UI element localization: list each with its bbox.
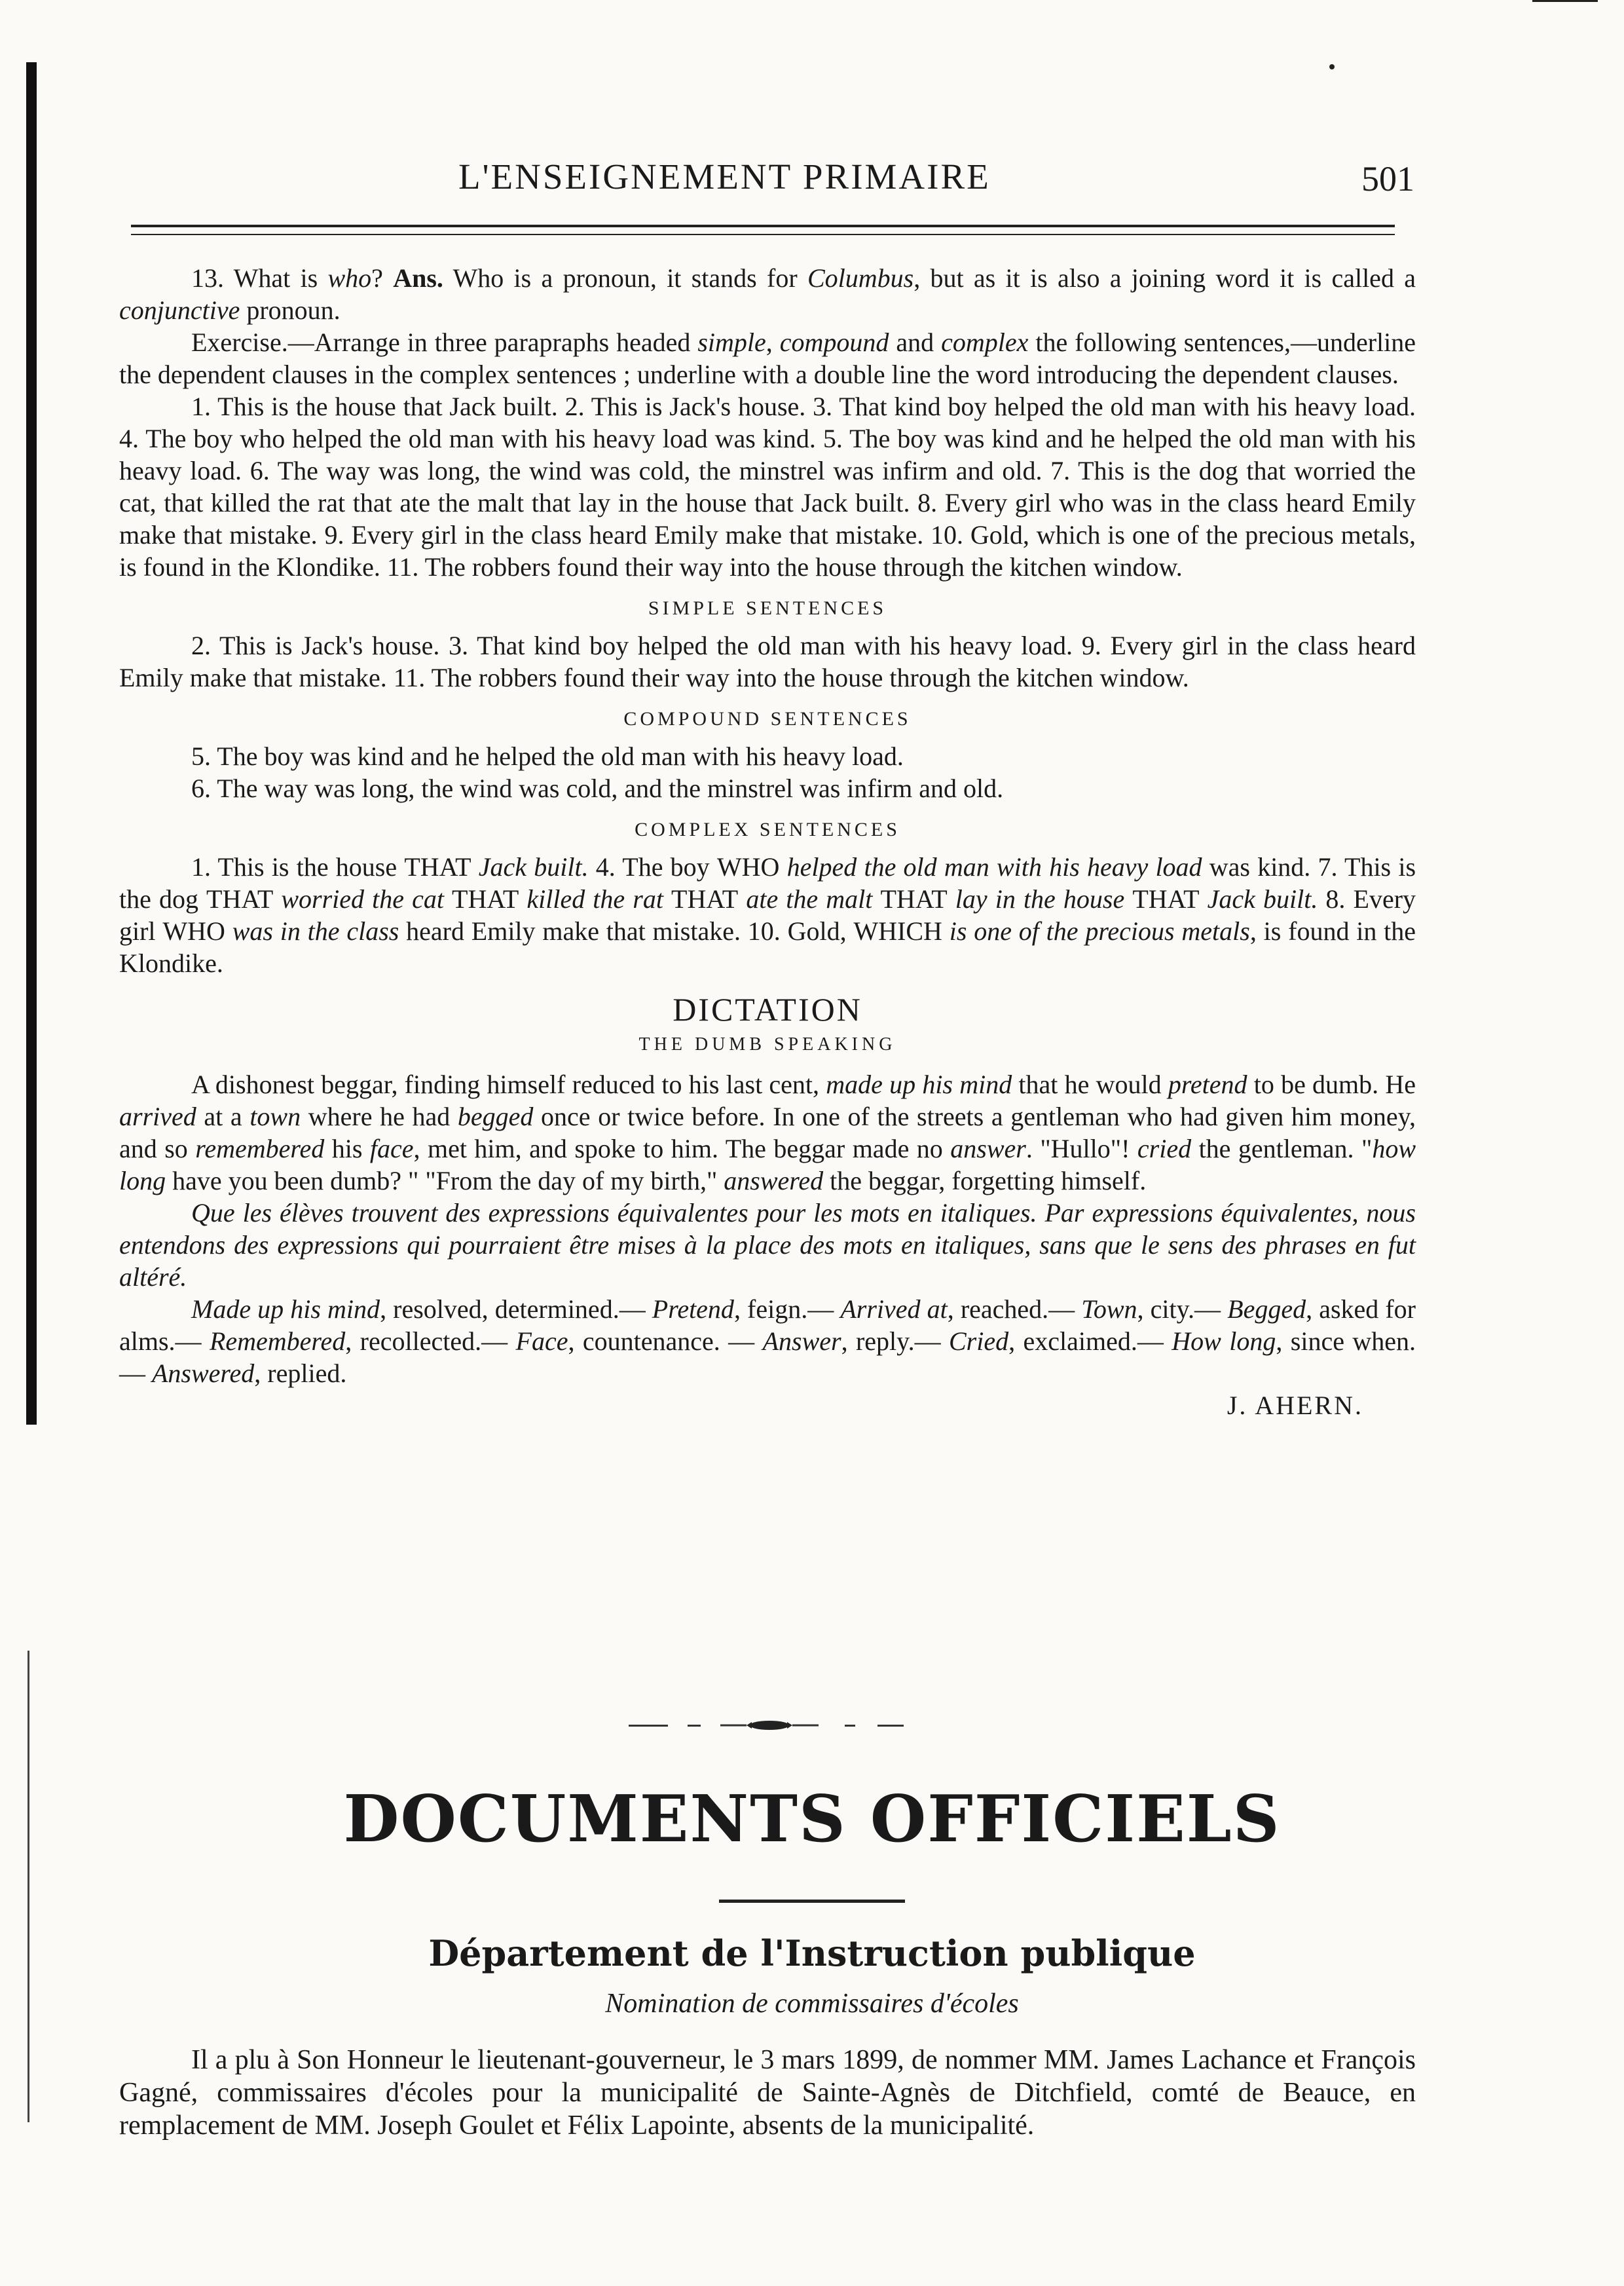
running-head: L'ENSEIGNEMENT PRIMAIRE (458, 157, 991, 197)
complex-sentences: 1. This is the house THAT Jack built. 4. The boy WHO helped the old man with his heavy load was kind. 7. This is the dog THAT worried the cat THAT killed the rat THAT ate the malt THAT lay in the house THAT Jack built. 8. Every girl WHO was in the class heard Emily make that mistake. 10. Gold, WHICH is one of the precious metals, is found in the Klondike. (119, 852, 1416, 978)
page-number: 501 (1361, 159, 1414, 198)
documents-title: DOCUMENTS OFFICIELS (343, 1782, 1281, 1857)
dictation-instructions: Que les élèves trouvent des expressions équivalentes pour les mots en italiques. Par expressions équivalentes, nous entendons des expressions qui pourraient être mises à la place des mots en italiques, sans que le sens des phrases en fut altéré. (119, 1198, 1416, 1292)
complex-sentences-label: COMPLEX SENTENCES (635, 819, 900, 840)
compound-sentence-6: 6. The way was long, the wind was cold, and the minstrel was infirm and old. (191, 774, 1004, 803)
corner-mark (1532, 0, 1598, 2)
title-rule (719, 1900, 905, 1903)
author-signature: J. AHERN. (1227, 1391, 1363, 1420)
binding-edge-lower (28, 1651, 29, 2122)
header-rule-thin (131, 234, 1395, 235)
ink-dot (1329, 64, 1335, 69)
lesson-column (119, 262, 1416, 1421)
nomination-paragraph: Il a plu à Son Honneur le lieutenant-gouverneur, le 3 mars 1899, de nommer MM. James Lachance et François Gagné, commissaires d'écoles pour la municipalité de Sainte-Agnès de Ditchfield, comté de Beauce, en remplacement de MM. Joseph Goulet et Félix Lapointe, absents de la municipalité. (119, 2045, 1416, 2141)
dictation-subtitle: THE DUMB SPEAKING (638, 1034, 896, 1055)
section-ornament (602, 1719, 943, 1732)
dictation-story: A dishonest beggar, finding himself reduced to his last cent, made up his mind that he would pretend to be dumb. He arrived at a town where he had begged once or twice before. In one of the streets a gentleman who had given him money, and so remembered his face, met him, and spoke to him. The beggar made no answer. "Hullo"! cried the gentleman. "how long have you been dumb? " "From the day of my birth," answered the beggar, forgetting himself. (119, 1070, 1416, 1195)
exercise-sentences: 1. This is the house that Jack built. 2. This is Jack's house. 3. That kind boy helped the old man with his heavy load. 4. The boy who helped the old man with his heavy load was kind. 5. The boy was kind and he helped the old man with his heavy load. 6. The way was long, the wind was cold, the minstrel was infirm and old. 7. This is the dog that worried the cat, that killed the rat that ate the malt that lay in the house that Jack built. 8. Every girl who was in the class heard Emily make that mistake. 9. Every girl in the class heard Emily make that mistake. 10. Gold, which is one of the precious metals, is found in the Klondike. 11. The robbers found their way into the house through the kitchen window. (119, 392, 1416, 582)
documents-body (119, 2044, 1416, 2142)
exercise-instructions: Exercise.—Arrange in three parapraphs headed simple, compound and complex the following sentences,—underline the dependent clauses in the complex sentences ; underline with a double line the word introducing the dependent clauses. (119, 328, 1416, 389)
question-13: 13. What is who? Ans. Who is a pronoun, it stands for Columbus, but as it is also a joining word it is called a conjunctive pronoun. (119, 263, 1416, 325)
dictation-title: DICTATION (673, 991, 862, 1028)
compound-sentences-label: COMPOUND SENTENCES (623, 708, 912, 730)
simple-sentences: 2. This is Jack's house. 3. That kind boy helped the old man with his heavy load. 9. Every girl in the class heard Emily make that mistake. 11. The robbers found their way into the house through the kitchen window. (119, 631, 1416, 692)
compound-sentence-5: 5. The boy was kind and he helped the old man with his heavy load. (191, 741, 904, 771)
header-rule-thick (131, 225, 1395, 227)
ornament-center-icon (720, 1720, 819, 1731)
page-header (131, 156, 1414, 202)
simple-sentences-label: SIMPLE SENTENCES (648, 597, 887, 619)
department-title: Département de l'Instruction publique (428, 1932, 1196, 1974)
binding-edge (26, 62, 37, 1425)
dictation-glossary: Made up his mind, resolved, determined.— Pretend, feign.— Arrived at, reached.— Town, city.— Begged, asked for alms.— Remembered, recollected.— Face, countenance. — Answer, reply.— Cried, exclaimed.— How long, since when.— Answered, replied. (119, 1294, 1416, 1388)
department-subtitle: Nomination de commissaires d'écoles (605, 1989, 1019, 2019)
